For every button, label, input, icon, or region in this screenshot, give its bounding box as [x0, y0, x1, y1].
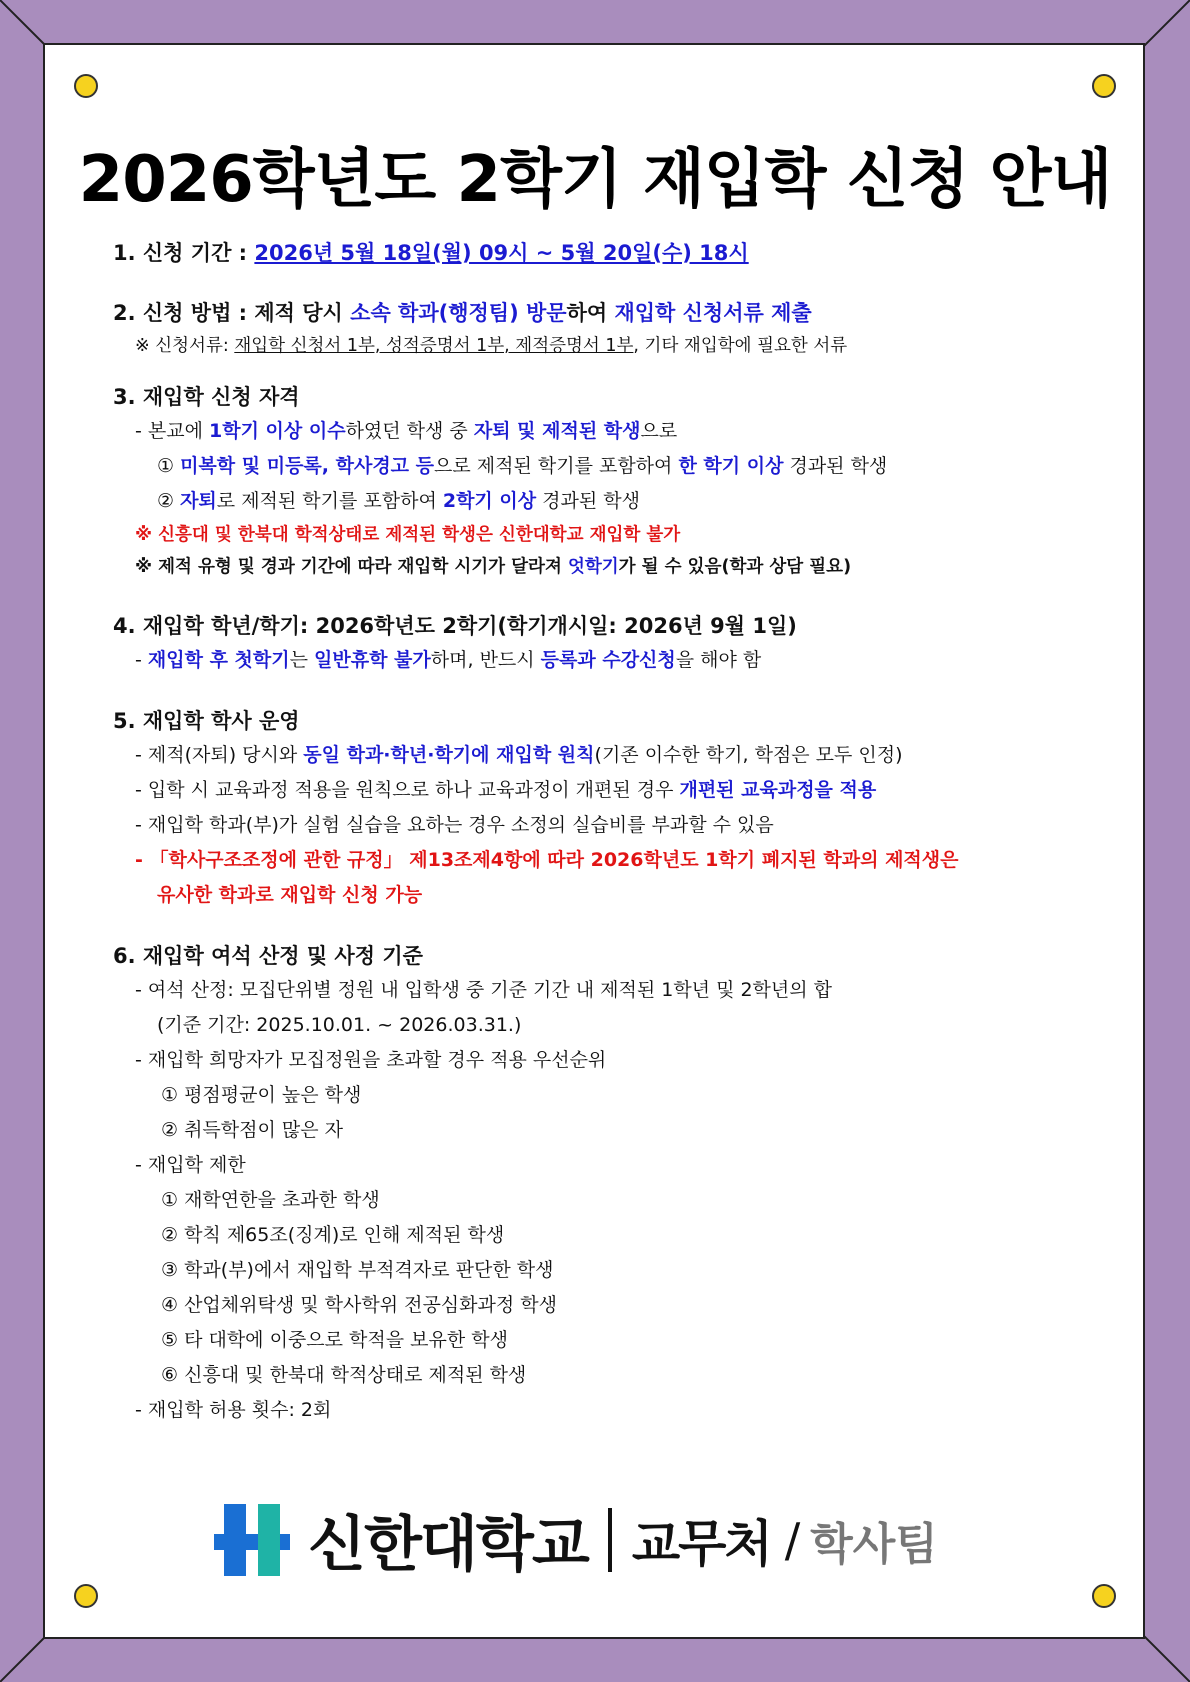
highlight: 2학기 이상	[442, 490, 537, 512]
highlight: 재입학 후 첫학기	[147, 649, 290, 671]
readmission-limit: - 재입학 허용 횟수: 2회	[135, 1399, 332, 1421]
priority-heading: - 재입학 희망자가 모집정원을 초과할 경우 적용 우선순위	[135, 1049, 607, 1071]
university-name: 신한대학교	[308, 1510, 588, 1580]
eligibility-note	[113, 551, 1083, 583]
university-logo-icon	[210, 1498, 294, 1582]
section-1-label: 1. 신청 기간 :	[113, 241, 255, 265]
eligibility-warning: ※ 신흥대 및 한북대 학적상태로 제적된 학생은 신한대학교 재입학 불가	[135, 525, 681, 545]
quota-calc: - 여석 산정: 모집단위별 정원 내 입학생 중 기준 기간 내 제적된 1학년 및 2학년의 합	[135, 979, 833, 1001]
text: 로 제적된 학기를 포함하여	[216, 490, 443, 512]
eligibility-item-1	[113, 449, 1083, 484]
operation-line-4-cont: 유사한 학과로 재입학 신청 가능	[157, 884, 423, 906]
method-connector: 하여	[566, 301, 615, 325]
restriction-heading: - 재입학 제한	[135, 1154, 246, 1176]
footer-logo	[210, 1500, 938, 1580]
section-1-heading	[113, 236, 1083, 270]
notice-content	[113, 236, 1083, 1428]
restriction-item-5: ⑤ 타 대학에 이중으로 학적을 보유한 학생	[161, 1329, 508, 1351]
text: 으로 제적된 학기를 포함하여	[434, 455, 679, 477]
text: 하였던 학생 중	[345, 420, 474, 442]
highlight: 1학기 이상 이수	[209, 420, 346, 442]
restriction-item-4: ④ 산업체위탁생 및 학사학위 전공심화과정 학생	[161, 1294, 557, 1316]
highlight: 한 학기 이상	[678, 455, 784, 477]
team-name: 학사팀	[810, 1519, 938, 1570]
method-submit: 재입학 신청서류 제출	[614, 301, 812, 325]
priority-item-1: ① 평점평균이 높은 학생	[161, 1084, 362, 1106]
highlight: 동일 학과·학년·학기에 재입학 원칙	[303, 744, 595, 766]
highlight: 일반휴학 불가	[314, 649, 431, 671]
pin-top-left	[74, 74, 98, 98]
highlight: 등록과 수강신청	[540, 649, 676, 671]
section-4-heading: 4. 재입학 학년/학기: 2026학년도 2학기(학기개시일: 2026년 9월 1일)	[113, 614, 797, 638]
pin-bottom-right	[1092, 1584, 1116, 1608]
text: 하며, 반드시	[430, 649, 541, 671]
footer-slash: /	[784, 1513, 801, 1567]
text: - 제적(자퇴) 당시와	[135, 744, 304, 766]
highlight: 개편된 교육과정을 적용	[679, 779, 877, 801]
section-2-label: 2. 신청 방법 : 제적 당시	[113, 301, 351, 325]
restriction-item-1: ① 재학연한을 초과한 학생	[161, 1189, 380, 1211]
text: 으로	[640, 420, 678, 442]
text: - 본교에	[135, 420, 209, 442]
restriction-item-3: ③ 학과(부)에서 재입학 부적격자로 판단한 학생	[161, 1259, 554, 1281]
pin-bottom-left	[74, 1584, 98, 1608]
page-title: 2026학년도 2학기 재입학 신청 안내	[78, 143, 1112, 217]
text: 경과된 학생	[783, 455, 888, 477]
highlight: 자퇴	[180, 490, 217, 512]
highlight: 자퇴 및 제적된 학생	[473, 420, 641, 442]
application-period: 2026년 5월 18일(월) 09시 ~ 5월 20일(수) 18시	[254, 241, 749, 265]
highlight: 미복학 및 미등록, 학사경고 등	[180, 455, 435, 477]
pin-top-right	[1092, 74, 1116, 98]
logo-divider	[608, 1508, 612, 1572]
section-5-heading: 5. 재입학 학사 운영	[113, 709, 300, 733]
text: -	[135, 649, 148, 671]
method-visit: 소속 학과(행정팀) 방문	[350, 301, 567, 325]
quota-period: (기준 기간: 2025.10.01. ~ 2026.03.31.)	[157, 1014, 522, 1036]
operation-line-4: - 「학사구조조정에 관한 규정」 제13조제4항에 따라 2026학년도 1학기 폐지된 학과의 제적생은	[135, 849, 959, 871]
section-2-heading	[113, 296, 1083, 330]
text: ②	[157, 490, 181, 512]
text: 을 해야 함	[675, 649, 762, 671]
section-3-heading: 3. 재입학 신청 자격	[113, 385, 300, 409]
restriction-item-2: ② 학칙 제65조(징계)로 인해 제적된 학생	[161, 1224, 505, 1246]
eligibility-item-2	[113, 484, 1083, 519]
operation-line-3: - 재입학 학과(부)가 실험 실습을 요하는 경우 소정의 실습비를 부과할 수 있음	[135, 814, 774, 836]
documents-other: , 기타 재입학에 필요한 서류	[633, 336, 848, 356]
highlight: 엇학기	[567, 557, 619, 577]
section-6-heading: 6. 재입학 여석 산정 및 사정 기준	[113, 944, 423, 968]
department-name: 교무처	[631, 1515, 771, 1573]
operation-line-2	[113, 773, 1083, 808]
text: 경과된 학생	[536, 490, 640, 512]
eligibility-line-1	[113, 414, 1083, 449]
text: (기존 이수한 학기, 학점은 모두 인정)	[594, 744, 903, 766]
text: ①	[157, 455, 181, 477]
operation-line-1	[113, 738, 1083, 773]
semester-rule	[113, 643, 1083, 678]
documents-note-label: ※ 신청서류:	[135, 336, 235, 356]
priority-item-2: ② 취득학점이 많은 자	[161, 1119, 343, 1141]
text: 가 될 수 있음(학과 상담 필요)	[618, 557, 852, 577]
text: ※ 제적 유형 및 경과 기간에 따라 재입학 시기가 달라져	[135, 557, 568, 577]
restriction-item-6: ⑥ 신흥대 및 한북대 학적상태로 제적된 학생	[161, 1364, 527, 1386]
documents-note	[113, 330, 1083, 362]
text: - 입학 시 교육과정 적용을 원칙으로 하나 교육과정이 개편된 경우	[135, 779, 680, 801]
documents-required: 재입학 신청서 1부, 성적증명서 1부, 제적증명서 1부	[234, 336, 634, 356]
text: 는	[289, 649, 315, 671]
